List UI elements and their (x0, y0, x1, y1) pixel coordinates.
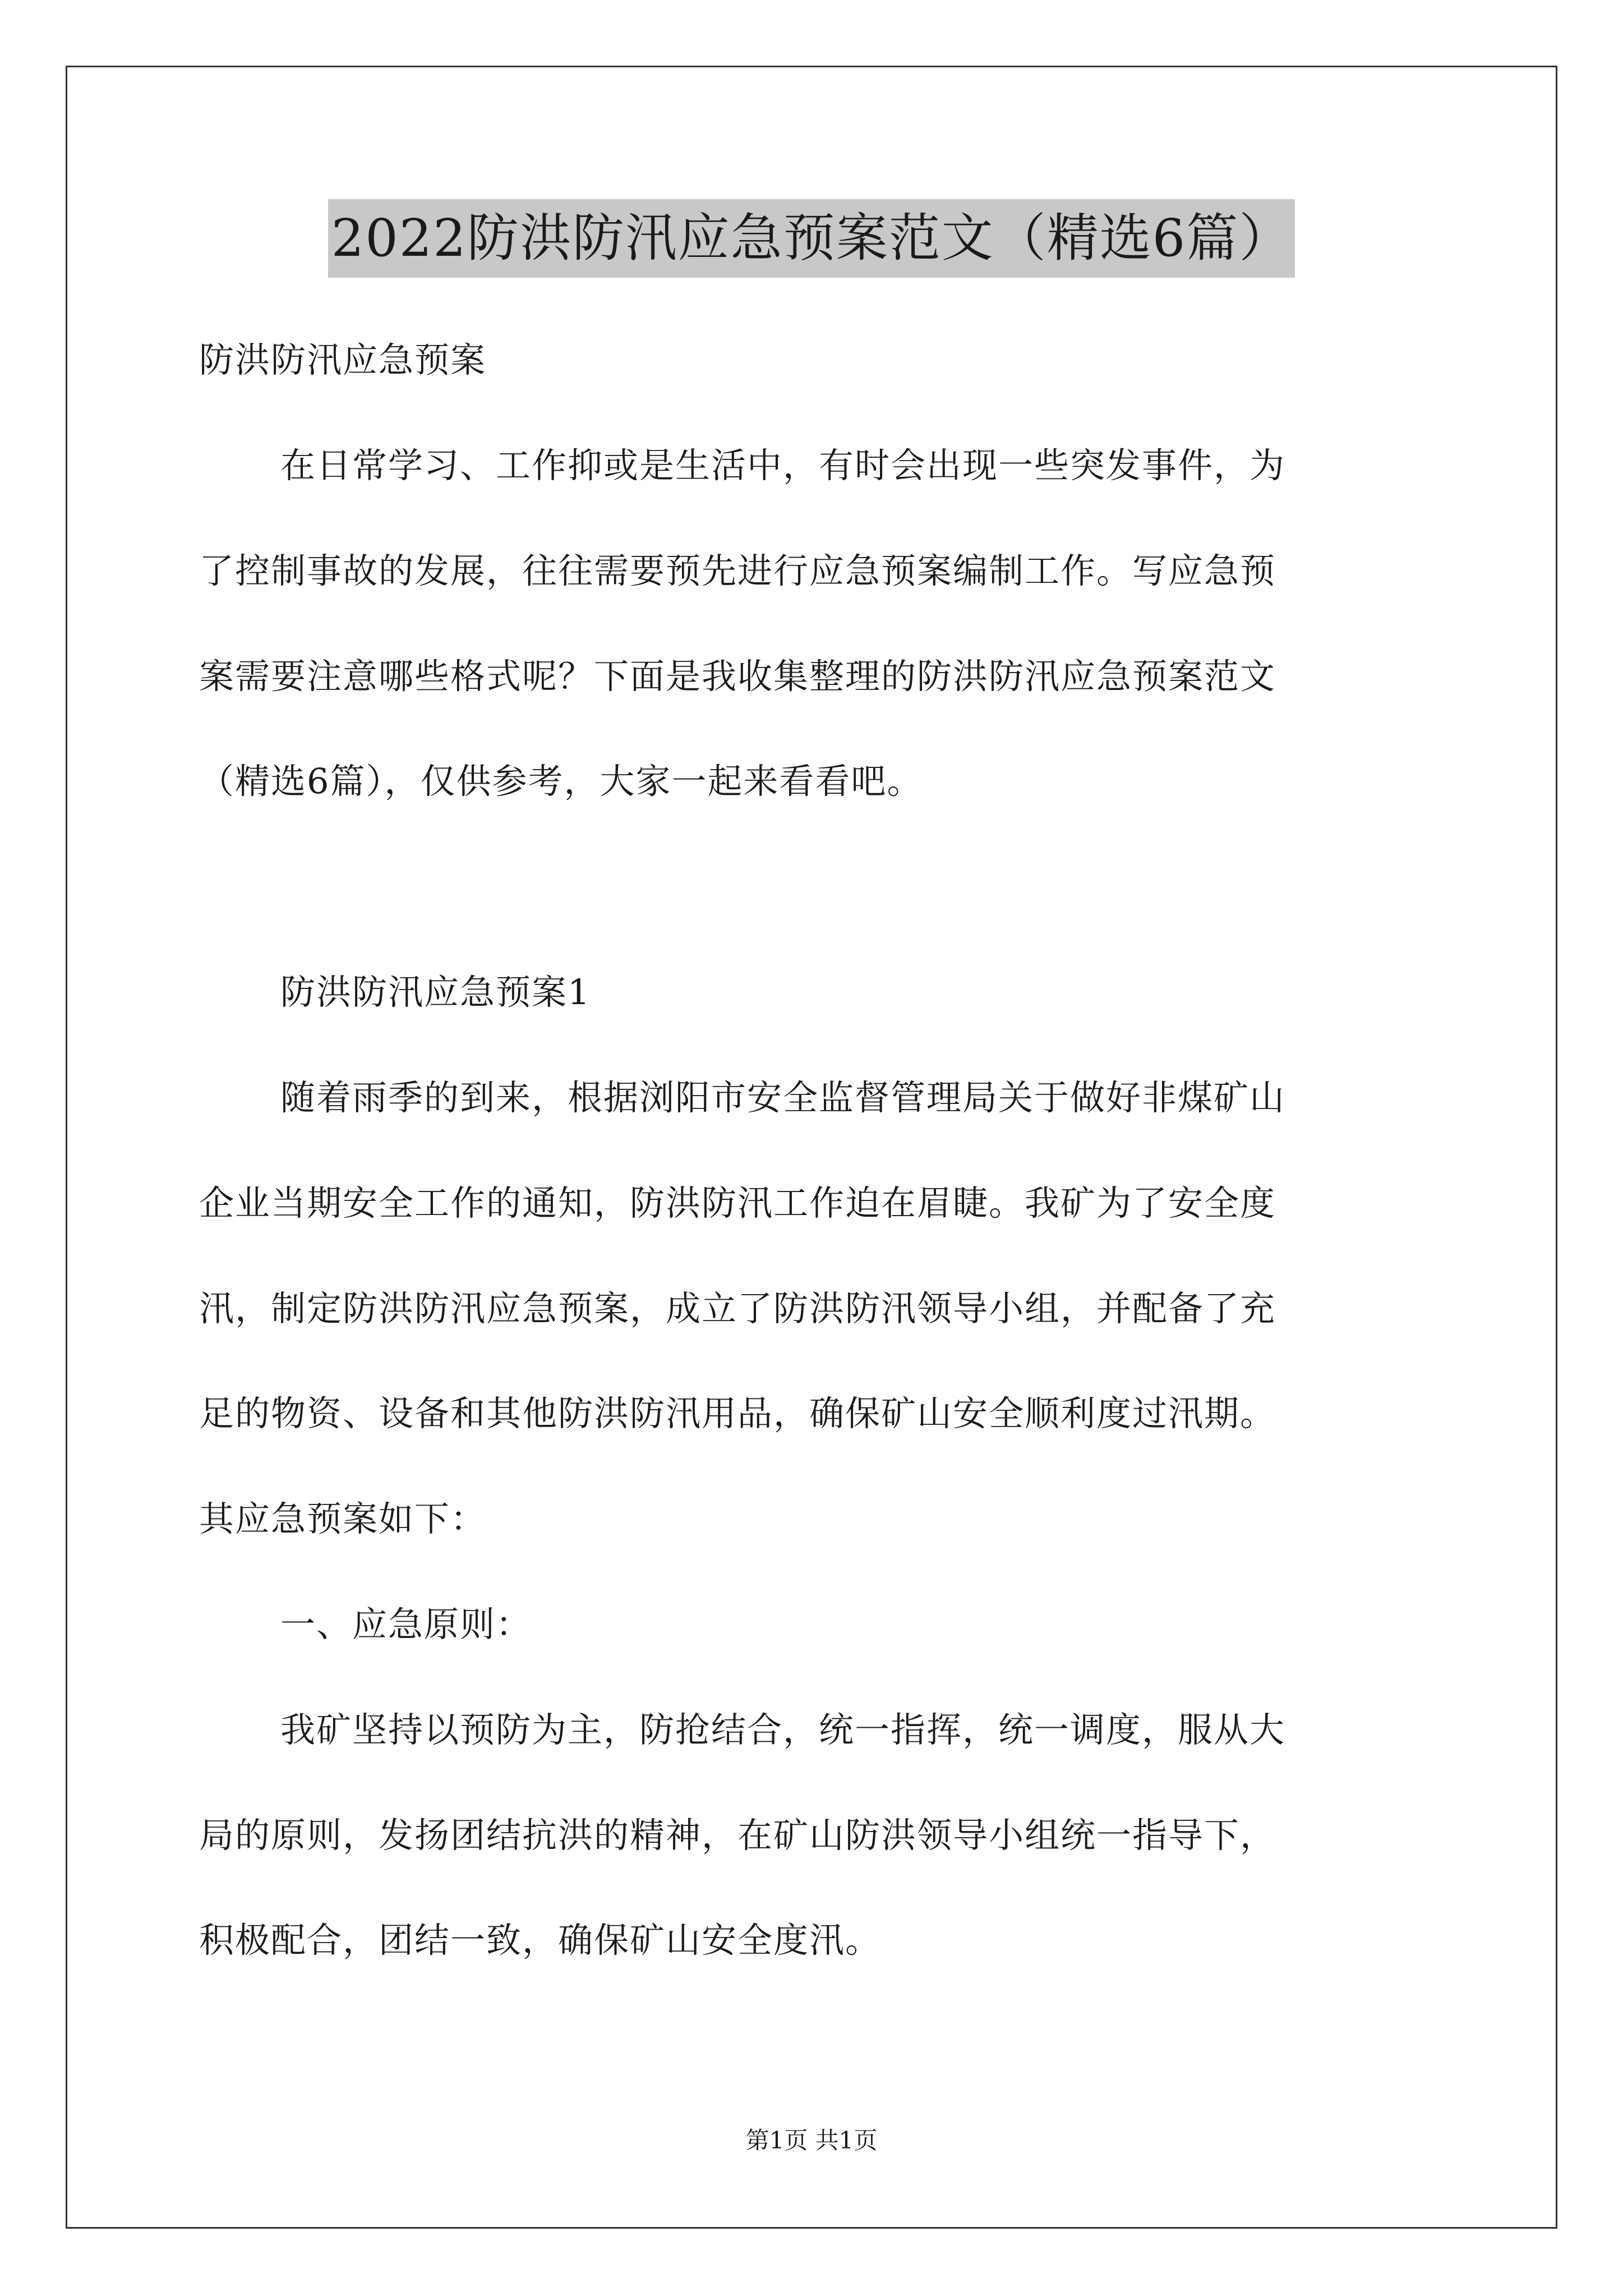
paragraph-line: 足的物资、设备和其他防洪防汛用品，确保矿山安全顺利度过汛期。 (199, 1393, 1276, 1434)
paragraph-line: 汛，制定防洪防汛应急预案，成立了防洪防汛领导小组，并配备了充 (199, 1288, 1276, 1329)
paragraph-line: 企业当期安全工作的通知，防洪防汛工作迫在眉睫。我矿为了安全度 (199, 1182, 1276, 1223)
paragraph-line: 案需要注意哪些格式呢？下面是我收集整理的防洪防汛应急预案范文 (199, 656, 1276, 697)
paragraph-line: （精选6篇），仅供参考，大家一起来看看吧。 (199, 761, 923, 802)
paragraph-line: 其应急预案如下： (199, 1498, 487, 1539)
section-heading: 防洪防汛应急预案 (199, 339, 487, 380)
document-title-text: 2022防洪防汛应急预案范文（精选6篇） (328, 199, 1295, 278)
paragraph-line: 在日常学习、工作抑或是生活中，有时会出现一些突发事件，为 (280, 445, 1286, 486)
section-heading: 一、应急原则： (280, 1604, 532, 1645)
paragraph-line: 积极配合，团结一致，确保矿山安全度汛。 (199, 1920, 882, 1961)
page-footer: 第1页 共1页 (745, 2127, 878, 2154)
document-title (0, 199, 1623, 278)
section-heading: 防洪防汛应急预案1 (280, 972, 591, 1013)
paragraph-line: 局的原则，发扬团结抗洪的精神，在矿山防洪领导小组统一指导下， (199, 1815, 1276, 1856)
paragraph-line: 随着雨季的到来，根据浏阳市安全监督管理局关于做好非煤矿山 (280, 1077, 1286, 1118)
paragraph-line: 我矿坚持以预防为主，防抢结合，统一指挥，统一调度，服从大 (280, 1709, 1286, 1750)
page-border (66, 66, 1557, 2229)
paragraph-line: 了控制事故的发展，往往需要预先进行应急预案编制工作。写应急预 (199, 550, 1276, 591)
